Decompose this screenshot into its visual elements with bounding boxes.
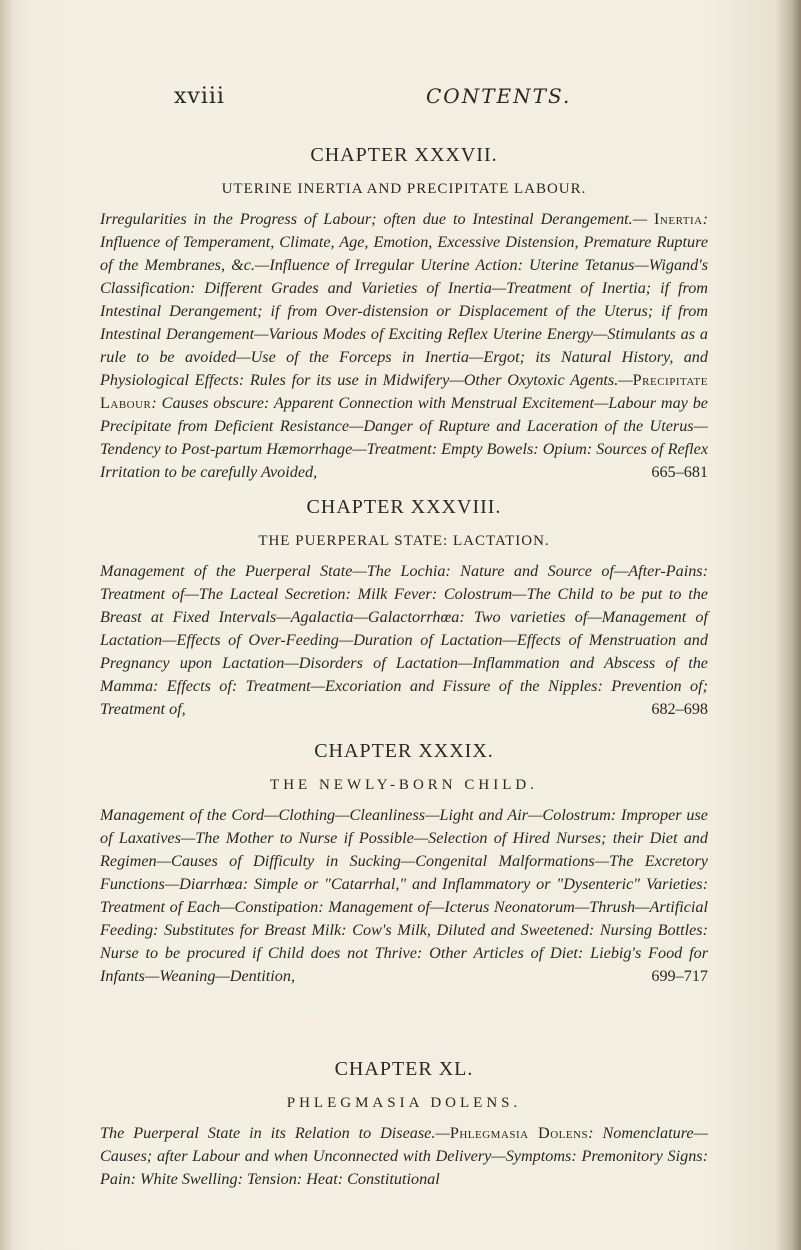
chapter-title: CHAPTER XXXVII. bbox=[310, 144, 498, 166]
page-edge-shadow bbox=[0, 0, 14, 1250]
page-range: 665–681 bbox=[651, 463, 708, 481]
page-range: 682–698 bbox=[651, 700, 708, 718]
summary-keyword: Inertia bbox=[654, 210, 703, 228]
chapter-title: CHAPTER XL. bbox=[334, 1058, 474, 1080]
summary-keyword: Phlegmasia Dolens bbox=[449, 1124, 589, 1142]
chapter-39 bbox=[100, 740, 708, 988]
chapter-subtitle: THE NEWLY-BORN CHILD. bbox=[270, 777, 538, 793]
chapter-subtitle: UTERINE INERTIA AND PRECIPITATE LABOUR. bbox=[221, 181, 587, 197]
summary-text: Irregularities in the Progress of Labour; often due to Intestinal Derangement.— bbox=[100, 210, 655, 228]
chapter-title: CHAPTER XXXVIII. bbox=[306, 496, 502, 518]
summary-text: : Causes obscure: Apparent Connection with Menstrual Excitement—Labour may be Precipitate from Deficient Resistance—Danger of Rupture and Laceration of the Uterus—Tendency to Post-partum Hæmorrhage—Treatment: Empty Bowels: Opium: Sources of Reflex Irritation to be carefully Avoided, bbox=[100, 394, 709, 481]
summary-text: : Nomenclature—Causes; after Labour and when Unconnected with Delivery—Symptoms: Premonitory Signs: Pain: White Swelling: Tension: Heat: Constitutional bbox=[100, 1124, 708, 1188]
chapter-summary bbox=[100, 804, 708, 988]
summary-keyword: Precipitate Labour bbox=[100, 371, 708, 412]
chapter-40 bbox=[100, 1058, 708, 1191]
chapter-summary bbox=[100, 208, 708, 484]
chapter-subtitle: PHLEGMASIA DOLENS. bbox=[286, 1095, 522, 1111]
page-number: xviii bbox=[174, 84, 225, 109]
chapter-37 bbox=[100, 144, 708, 484]
chapter-summary bbox=[100, 1122, 708, 1191]
summary-text: Management of the Cord—Clothing—Cleanliness—Light and Air—Colostrum: Improper use of Laxatives—The Mother to Nurse if Possible—Selection of Hired Nurses; their Diet and Regimen—Causes of Difficulty in Sucking—Congenital Malformations—The Excretory Functions—Diarrhœa: Simple or "Catarrhal," and Inflammatory or "Dysenteric" Varieties: Treatment of Each—Constipation: Management of—Icterus Neonatorum—Thrush—Artificial Feeding: Substitutes for Breast Milk: Cow's Milk, Diluted and Sweetened: Nursing Bottles: Nurse to be procured if Child does not Thrive: Other Articles of Diet: Liebig's Food for Infants—Weaning—Dentition, bbox=[100, 806, 708, 985]
summary-text: : Influence of Temperament, Climate, Age, Emotion, Excessive Distension, Premature Rupture of the Membranes, &c.—Influence of Irregular Uterine Action: Uterine Tetanus—Wigand's Classification: Different Grades and Varieties of Inertia—Treatment of Inertia; if from Intestinal Derangement; if from Over-distension or Displacement of the Uterus; if from Intestinal Derangement—Various Modes of Exciting Reflex Uterine Energy—Stimulants as a rule to be avoided—Use of the Forceps in Inertia—Ergot; its Natural History, and Physiological Effects: Rules for its use in Midwifery—Other Oxytoxic Agents.— bbox=[100, 210, 708, 389]
chapter-subtitle: THE PUERPERAL STATE: LACTATION. bbox=[258, 533, 550, 549]
summary-text: Management of the Puerperal State—The Lochia: Nature and Source of—After-Pains: Treatment of—The Lacteal Secretion: Milk Fever: Colostrum—The Child to be put to the Breast at Fixed Intervals—Agalactia—Galactorrhœa: Two varieties of—Management of Lactation—Effects of Over-Feeding—Duration of Lactation—Effects of Menstruation and Pregnancy upon Lactation—Disorders of Lactation—Inflammation and Abscess of the Mamma: Effects of: Treatment—Excoriation and Fissure of the Nipples: Prevention of; Treatment of, bbox=[100, 562, 708, 718]
chapter-summary bbox=[100, 560, 708, 721]
summary-text: The Puerperal State in its Relation to Disease.— bbox=[100, 1124, 450, 1142]
running-head: CONTENTS. bbox=[426, 84, 572, 108]
page-range: 699–717 bbox=[651, 967, 708, 985]
page-header bbox=[174, 84, 711, 118]
chapter-38 bbox=[100, 496, 708, 721]
chapter-title: CHAPTER XXXIX. bbox=[314, 740, 494, 762]
